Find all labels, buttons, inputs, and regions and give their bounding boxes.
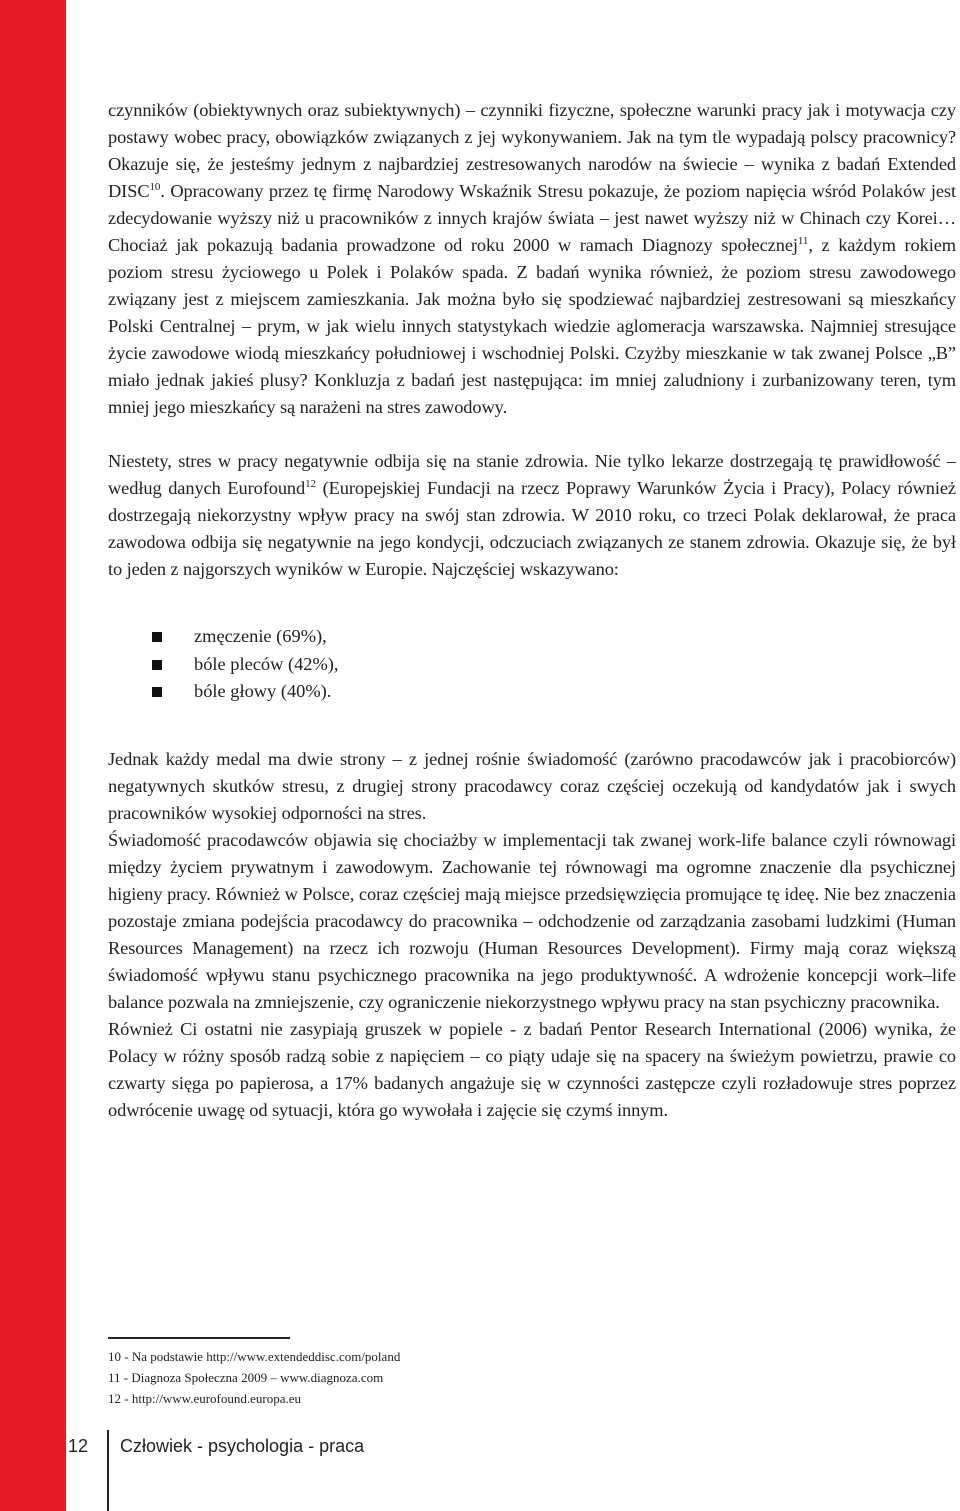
text-run: (Europejskiej Fundacji na rzecz Poprawy Warunków Życia i Pracy), Polacy również dostrzegają niekorzystny wpływ pracy na swój stan zdrowia. W 2010 roku, co trzeci Polak deklarował, że praca zawodowa odbija się negatywnie na jego kondycji, odczuciach związanych ze stanem zdrowia. Okazuje się, że był to jeden z najgorszych wyników w Europie. Najczęściej wskazywano: [108,478,956,579]
footnote-divider [108,1337,290,1339]
footnote-ref-12: 12 [305,477,316,490]
paragraph-coping: Również Ci ostatni nie zasypiają gruszek w popiele - z badań Pentor Research International (2006) wynika, że Polacy w różny sposób radzą sobie z napięciem – co piąty udaje się na spacery na świeżym powietrzu, prawie co czwarty sięga po papierosa, a 17% badanych angażuje się w czynności zastępcze czyli rozładowuje stres poprzez odwrócenie uwagę od sytuacji, która go wywołała i zajęcie się czymś innym. [108,1018,956,1120]
list-item-text: bóle głowy (40%). [194,681,332,701]
running-title: Człowiek - psychologia - praca [120,1436,365,1456]
list-item [148,623,956,651]
list-item-text: zmęczenie (69%), [194,626,327,646]
red-side-bar [0,0,66,1511]
list-item-text: bóle pleców (42%), [194,653,339,674]
footnote-12: 12 - http://www.eurofound.europa.eu [108,1391,302,1406]
text-run: . Opracowany przez tę firmę Narodowy Wskaźnik Stresu pokazuje, że poziom napięcia wśród Polaków jest zdecydowanie wyższy niż u pracowników z innych krajów świata – jest nawet wyższy niż w Chinach czy Korei… Chociaż jak pokazują badania prowadzone od roku 2000 w ramach Diagnozy społecznej [108,181,956,255]
footnotes [108,1346,708,1409]
text-run: czynników (obiektywnych oraz subiektywnych) – czynniki fizyczne, społeczne warunki pracy jak i motywacja czy postawy wobec pracy, obowiązków związanych z jej wykonywaniem. Jak na tym tle wypadają polscy pracownicy? Okazuje się, że jesteśmy jednym z najbardziej zestresowanych narodów na świecie – wynika z badań Extended DISC [108,100,956,201]
page-number: 12 [68,1436,89,1456]
paragraph-work-life-balance: Świadomość pracodawców objawia się chociażby w implementacji tak zwanej work-life balance czyli równowagi między życiem prywatnym i zawodowym. Zachowanie tej równowagi ma ogromne znaczenie dla psychicznej higieny pracy. Również w Polsce, coraz częściej mają miejsce przedsięwzięcia promujące tę ideę. Nie bez znaczenia pozostaje zmiana podejścia pracodawcy do pracownika – odchodzenie od zarządzania zasobami ludzkimi (Human Resources Management) na rzecz ich rozwoju (Human Resources Development). Firmy mają coraz większą świadomość wpływu stanu psychicznego pracownika na jego produktywność. A wdrożenie koncepcji work–life balance pozwala na zmniejszenie, czy ograniczenie niekorzystnego wpływu pracy na stan psychiczny pracownika. [108,829,956,1012]
square-bullet-icon [152,632,162,642]
square-bullet-icon [152,687,162,697]
page-body [108,97,956,1124]
footnote-10: 10 - Na podstawie http://www.extendeddisc.com/poland [108,1349,401,1364]
paragraph-health-impact [108,448,956,583]
footnote-ref-10: 10 [149,180,161,193]
paragraph-two-sides: Jednak każdy medal ma dwie strony – z jednej rośnie świadomość (zarówno pracodawców jak i pracobiorców) negatywnych skutków stresu, z drugiej strony pracodawcy coraz częściej oczekują od kandydatów jak i swych pracowników wysokiej odporności na stres. [108,748,956,823]
footnote-11: 11 - Diagnoza Społeczna 2009 – www.diagnoza.com [108,1370,384,1385]
footer-divider [107,1430,109,1511]
list-item [148,678,956,706]
footnote-ref-11: 11 [797,234,809,247]
paragraph-stress-survey [108,97,956,421]
text-run: Niestety, stres w pracy negatywnie odbija się na stanie zdrowia. Nie tylko lekarze dostrzegają tę prawidłowość – według danych Eurofound [108,451,956,498]
symptom-list [108,623,956,706]
page-footer [0,1420,960,1511]
text-run: , z każdym rokiem poziom stresu życiowego u Polek i Polaków spada. Z badań wynika również, że poziom stresu zawodowego związany jest z miejscem zamieszkania. Jak można było się spodziewać najbardziej zestresowani są mieszkańcy Polski Centralnej – prym, w jak wielu innych statystykach wiedzie aglomeracja warszawska. Najmniej stresujące życie zawodowe wiodą mieszkańcy południowej i wschodniej Polski. Czyżby mieszkanie w tak zwanej Polsce „B” miało jednak jakieś plusy? Konkluzja z badań jest następująca: im mniej zaludniony i zurbanizowany teren, tym mniej jego mieszkańcy są narażeni na stres zawodowy. [108,235,956,417]
list-item [148,651,956,679]
square-bullet-icon [152,660,162,670]
